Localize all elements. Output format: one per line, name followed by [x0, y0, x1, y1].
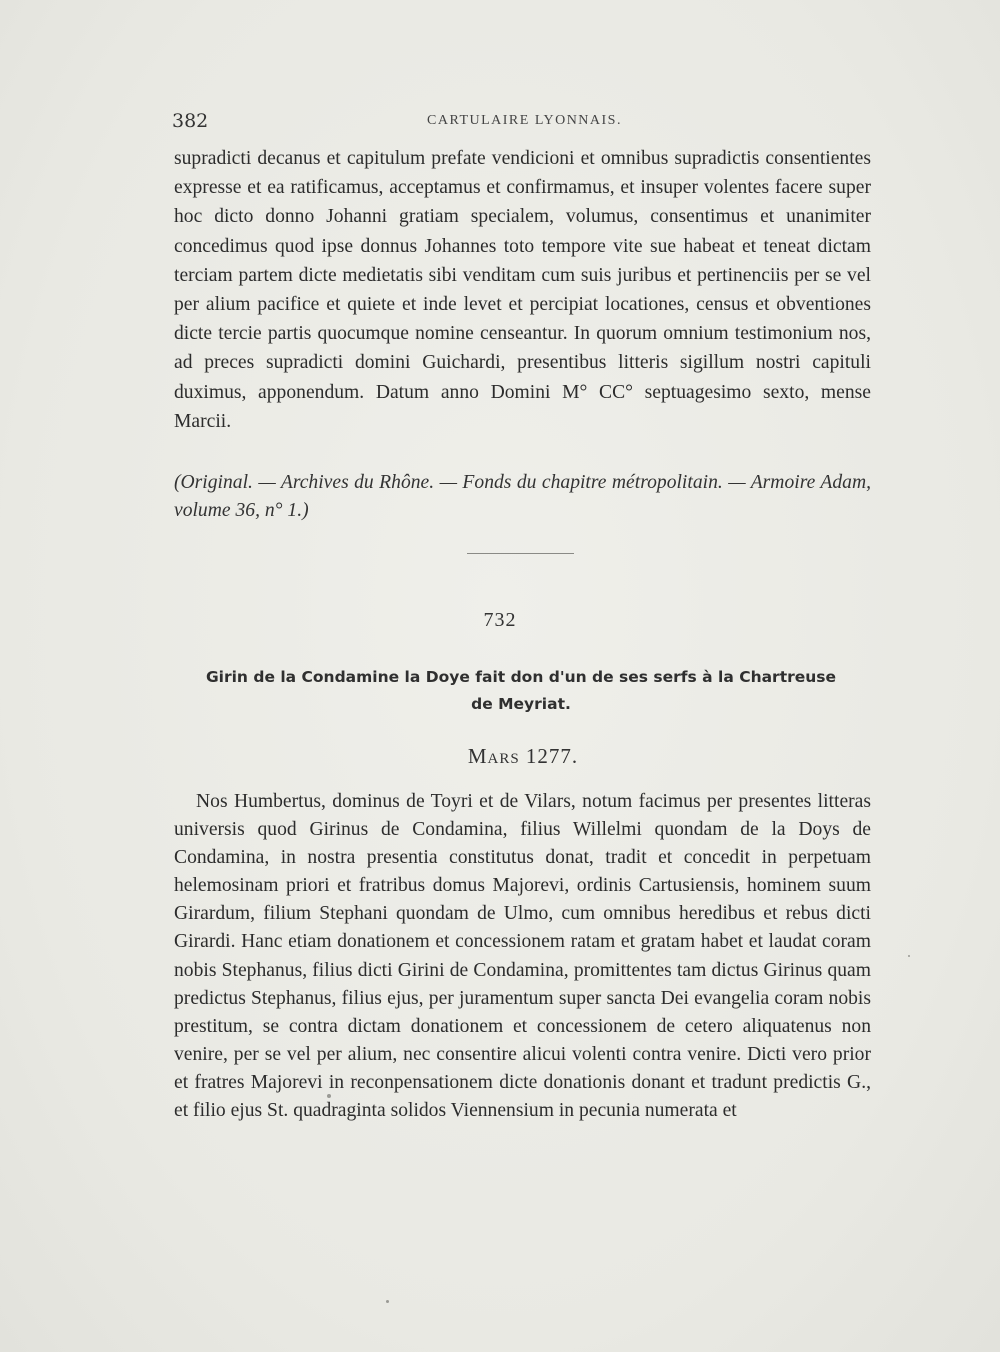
- entry-title: Girin de la Condamine la Doye fait don d'un de ses serfs à la Chartreuse de Meyriat.: [205, 668, 837, 713]
- entry-text: Nos Humbertus, dominus de Toyri et de Vilars, notum facimus per presentes litteras universis quod Girinus de Condamina, filius Willelmi quondam de la Doys de Condamina, in nostra presentia constitutus donat, tradit et concedit in perpetuam helemosinam priori et fratribus domus Majorevi, ordinis Cartusiensis, hominem suum Girardum, filium Stephani quondam de Ulmo, cum omnibus heredibus et rebus dicti Girardi. Hanc etiam donationem et concessionem ratam et gratam habet et laudat coram nobis Stephanus, filius dicti Girini de Condamina, promittentes tam dictus Girinus quam predictus Stephanus, filius ejus, per juramentum super sancta Dei evangelia coram nobis prestitum, se contra dictam donationem et concessionem de cetero aliquatenus non venire, per se vel per alium, nec consentire alicui volenti contra venire. Dicti vero prior et fratres Majorevi in reconpensationem dicte donationis donant et tradunt predictis G., et filio ejus St. quadraginta solidos Viennensium in pecunia numerata et: [174, 791, 871, 1122]
- running-head: [172, 110, 872, 138]
- entry-paragraph: [174, 788, 871, 1125]
- continuation-paragraph: [174, 144, 871, 436]
- running-title: CARTULAIRE LYONNAIS.: [427, 113, 622, 128]
- entry-date: Mars 1277.: [467, 744, 579, 768]
- entry-number: 732: [483, 609, 517, 631]
- paper-speck: [908, 955, 910, 957]
- section-divider: [467, 553, 574, 554]
- continuation-text: supradicti decanus et capitulum prefate vendicioni et omnibus supradictis consentientes expresse et ea ratificamus, acceptamus et confirmamus, et insuper volentes facere super hoc dicto donno Johanni gratiam specialem, volumus, consentimus et unanimiter concedimus quod ipse donnus Johannes toto tempore vite sue habeat et teneat dictam terciam partem dicte medietatis sibi venditam cum suis juribus et pertinenciis per se vel per alium pacifice et quiete et inde levet et percipiat locationes, census et obventiones dicte tercie partis quocumque nomine censeantur. In quorum omnium testimonium nos, ad preces supradicti domini Guichardi, presentibus litteris sigillum nostri capituli duximus, apponendum. Datum anno Domini M° CC° septuagesimo sexto, mense Marcii.: [174, 148, 871, 432]
- source-note: (Original. — Archives du Rhône. — Fonds du chapitre métropolitain. — Armoire Adam, volume 36, n° 1.): [174, 472, 871, 521]
- paper-speck: [386, 1300, 389, 1303]
- page-number: 382: [172, 110, 209, 132]
- paper-speck: [327, 1094, 331, 1098]
